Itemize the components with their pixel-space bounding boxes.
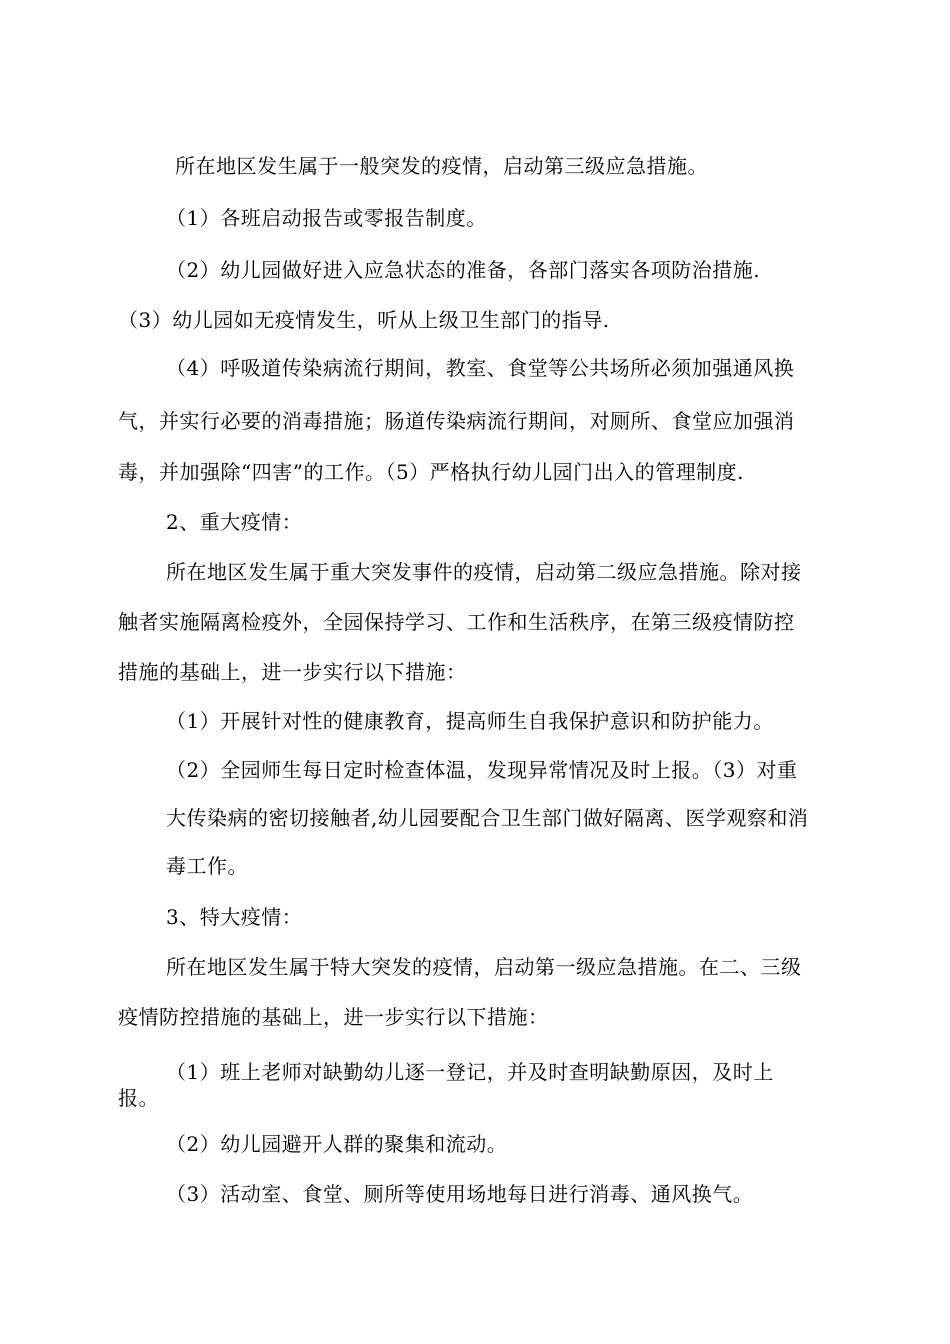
text-line: 所在地区发生属于一般突发的疫情，启动第三级应急措施。 — [175, 154, 708, 178]
text-line: （3）幼儿园如无疫情发生，听从上级卫生部门的指导. — [118, 308, 610, 332]
text-line: 所在地区发生属于特大突发的疫情，启动第一级应急措施。在二、三级 — [166, 955, 802, 979]
text-line: （1）各班启动报告或零报告制度。 — [166, 206, 487, 230]
text-line: （2）幼儿园做好进入应急状态的准备，各部门落实各项防治措施. — [166, 258, 761, 282]
text-line: 疫情防控措施的基础上，进一步实行以下措施： — [118, 1005, 549, 1029]
text-line: 报。 — [118, 1086, 159, 1110]
section-heading: 3、特大疫情： — [166, 905, 303, 929]
text-line: （1）开展针对性的健康教育，提高师生自我保护意识和防护能力。 — [166, 709, 774, 733]
text-line: （1）班上老师对缺勤幼儿逐一登记，并及时查明缺勤原因，及时上 — [166, 1060, 774, 1084]
text-line: 毒，并加强除“四害”的工作。（5）严格执行幼儿园门出入的管理制度. — [118, 460, 745, 484]
text-line: （2）全园师生每日定时检查体温，发现异常情况及时上报。（3）对重 — [166, 758, 798, 782]
text-line: 措施的基础上，进一步实行以下措施： — [118, 660, 467, 684]
text-line: （3）活动室、食堂、厕所等使用场地每日进行消毒、通风换气。 — [166, 1182, 754, 1206]
text-line: 所在地区发生属于重大突发事件的疫情，启动第二级应急措施。除对接 — [166, 560, 802, 584]
text-line: 气，并实行必要的消毒措施；肠道传染病流行期间，对厕所、食堂应加强消 — [118, 409, 795, 433]
text-line: 大传染病的密切接触者,幼儿园要配合卫生部门做好隔离、医学观察和消 — [166, 806, 809, 830]
text-line: 毒工作。 — [166, 854, 248, 878]
section-heading: 2、重大疫情： — [166, 510, 303, 534]
text-line: （4）呼吸道传染病流行期间，教室、食堂等公共场所必须加强通风换 — [166, 356, 795, 380]
text-line: （2）幼儿园避开人群的聚集和流动。 — [166, 1132, 508, 1156]
text-line: 触者实施隔离检疫外，全园保持学习、工作和生活秩序，在第三级疫情防控 — [118, 610, 795, 634]
